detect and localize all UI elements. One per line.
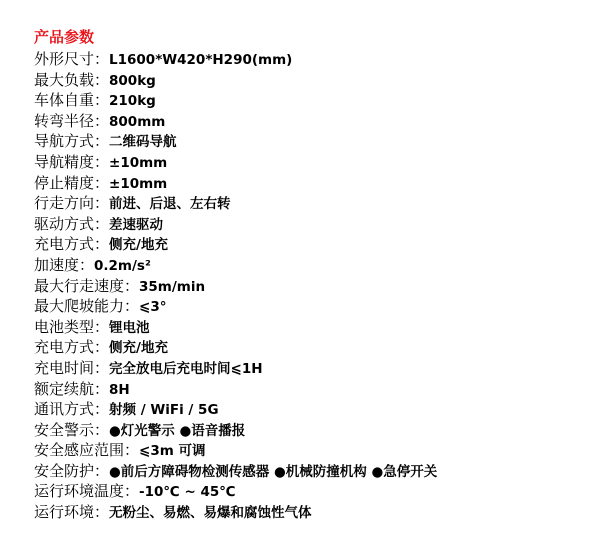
spec-label: 导航方式：	[34, 132, 110, 151]
spec-row	[34, 70, 594, 91]
spec-value: ⩽3°	[139, 299, 167, 316]
spec-row	[34, 173, 594, 194]
spec-label: 驱动方式：	[34, 214, 110, 233]
spec-value: 210kg	[109, 93, 156, 110]
spec-row	[34, 420, 594, 441]
spec-label: 通讯方式：	[34, 400, 110, 419]
spec-row	[34, 440, 594, 461]
spec-row	[34, 276, 594, 297]
spec-label: 车体自重：	[34, 91, 110, 110]
product-spec-document	[34, 27, 594, 523]
spec-value: L1600*W420*H290(mm)	[109, 52, 293, 68]
spec-value: 锂电池	[109, 319, 150, 336]
spec-value: 35m/min	[139, 278, 206, 295]
spec-row	[34, 358, 594, 379]
spec-value: 800mm	[109, 113, 166, 130]
spec-label: 充电方式：	[34, 235, 110, 254]
spec-label: 安全防护：	[34, 461, 110, 480]
spec-label: 外形尺寸：	[34, 50, 110, 68]
spec-label: 额定续航：	[34, 379, 110, 398]
spec-label: 加速度：	[34, 255, 95, 274]
spec-row	[34, 111, 594, 132]
spec-label: 最大爬坡能力：	[34, 297, 140, 316]
spec-row	[34, 255, 594, 276]
spec-label: 充电方式：	[34, 338, 110, 357]
spec-value: ±10mm	[109, 154, 168, 171]
spec-value: 无粉尘、易燃、易爆和腐蚀性气体	[109, 505, 312, 522]
spec-value: ±10mm	[109, 175, 168, 192]
spec-value: 完全放电后充电时间⩽1H	[109, 360, 263, 377]
spec-row	[34, 461, 594, 482]
section-title: 产品参数	[34, 28, 95, 46]
spec-row	[34, 379, 594, 400]
spec-row	[34, 131, 594, 152]
spec-label: 导航精度：	[34, 152, 110, 171]
spec-label: 最大负载：	[34, 70, 110, 89]
spec-value: 射频 / WiFi / 5G	[109, 402, 219, 419]
spec-row	[34, 337, 594, 358]
spec-label: 转弯半径：	[34, 111, 110, 130]
spec-value: 侧充/地充	[109, 340, 168, 357]
spec-value: 0.2m/s²	[94, 257, 151, 274]
spec-value: 800kg	[109, 72, 156, 89]
spec-label: 充电时间：	[34, 358, 110, 377]
spec-value: ⩽3m 可调	[139, 443, 206, 460]
spec-label: 电池类型：	[34, 317, 110, 336]
spec-row	[34, 481, 594, 502]
spec-row	[34, 502, 594, 523]
spec-value: ●灯光警示 ●语音播报	[109, 422, 246, 439]
spec-row	[34, 399, 594, 420]
spec-value: 差速驱动	[109, 216, 164, 233]
spec-label: 安全警示：	[34, 420, 110, 439]
spec-value: ●前后方障碍物检测传感器 ●机械防撞机构 ●急停开关	[109, 463, 438, 480]
spec-label: 行走方向：	[34, 194, 110, 213]
spec-value: 前进、后退、左右转	[109, 196, 231, 213]
spec-row	[34, 49, 594, 70]
spec-label: 安全感应范围：	[34, 441, 140, 460]
spec-row	[34, 152, 594, 173]
spec-value: 侧充/地充	[109, 237, 168, 254]
spec-label: 运行环境温度：	[34, 482, 140, 501]
spec-label: 运行环境：	[34, 503, 110, 522]
spec-label: 最大行走速度：	[34, 276, 140, 295]
spec-row	[34, 214, 594, 235]
spec-row	[34, 296, 594, 317]
spec-row	[34, 193, 594, 214]
spec-list	[34, 49, 594, 523]
spec-row	[34, 90, 594, 111]
spec-label: 停止精度：	[34, 173, 110, 192]
spec-value: -10℃ ~ 45℃	[139, 484, 236, 501]
spec-row	[34, 234, 594, 255]
spec-value: 8H	[109, 381, 130, 398]
spec-value: 二维码导航	[109, 134, 177, 151]
spec-row	[34, 317, 594, 338]
